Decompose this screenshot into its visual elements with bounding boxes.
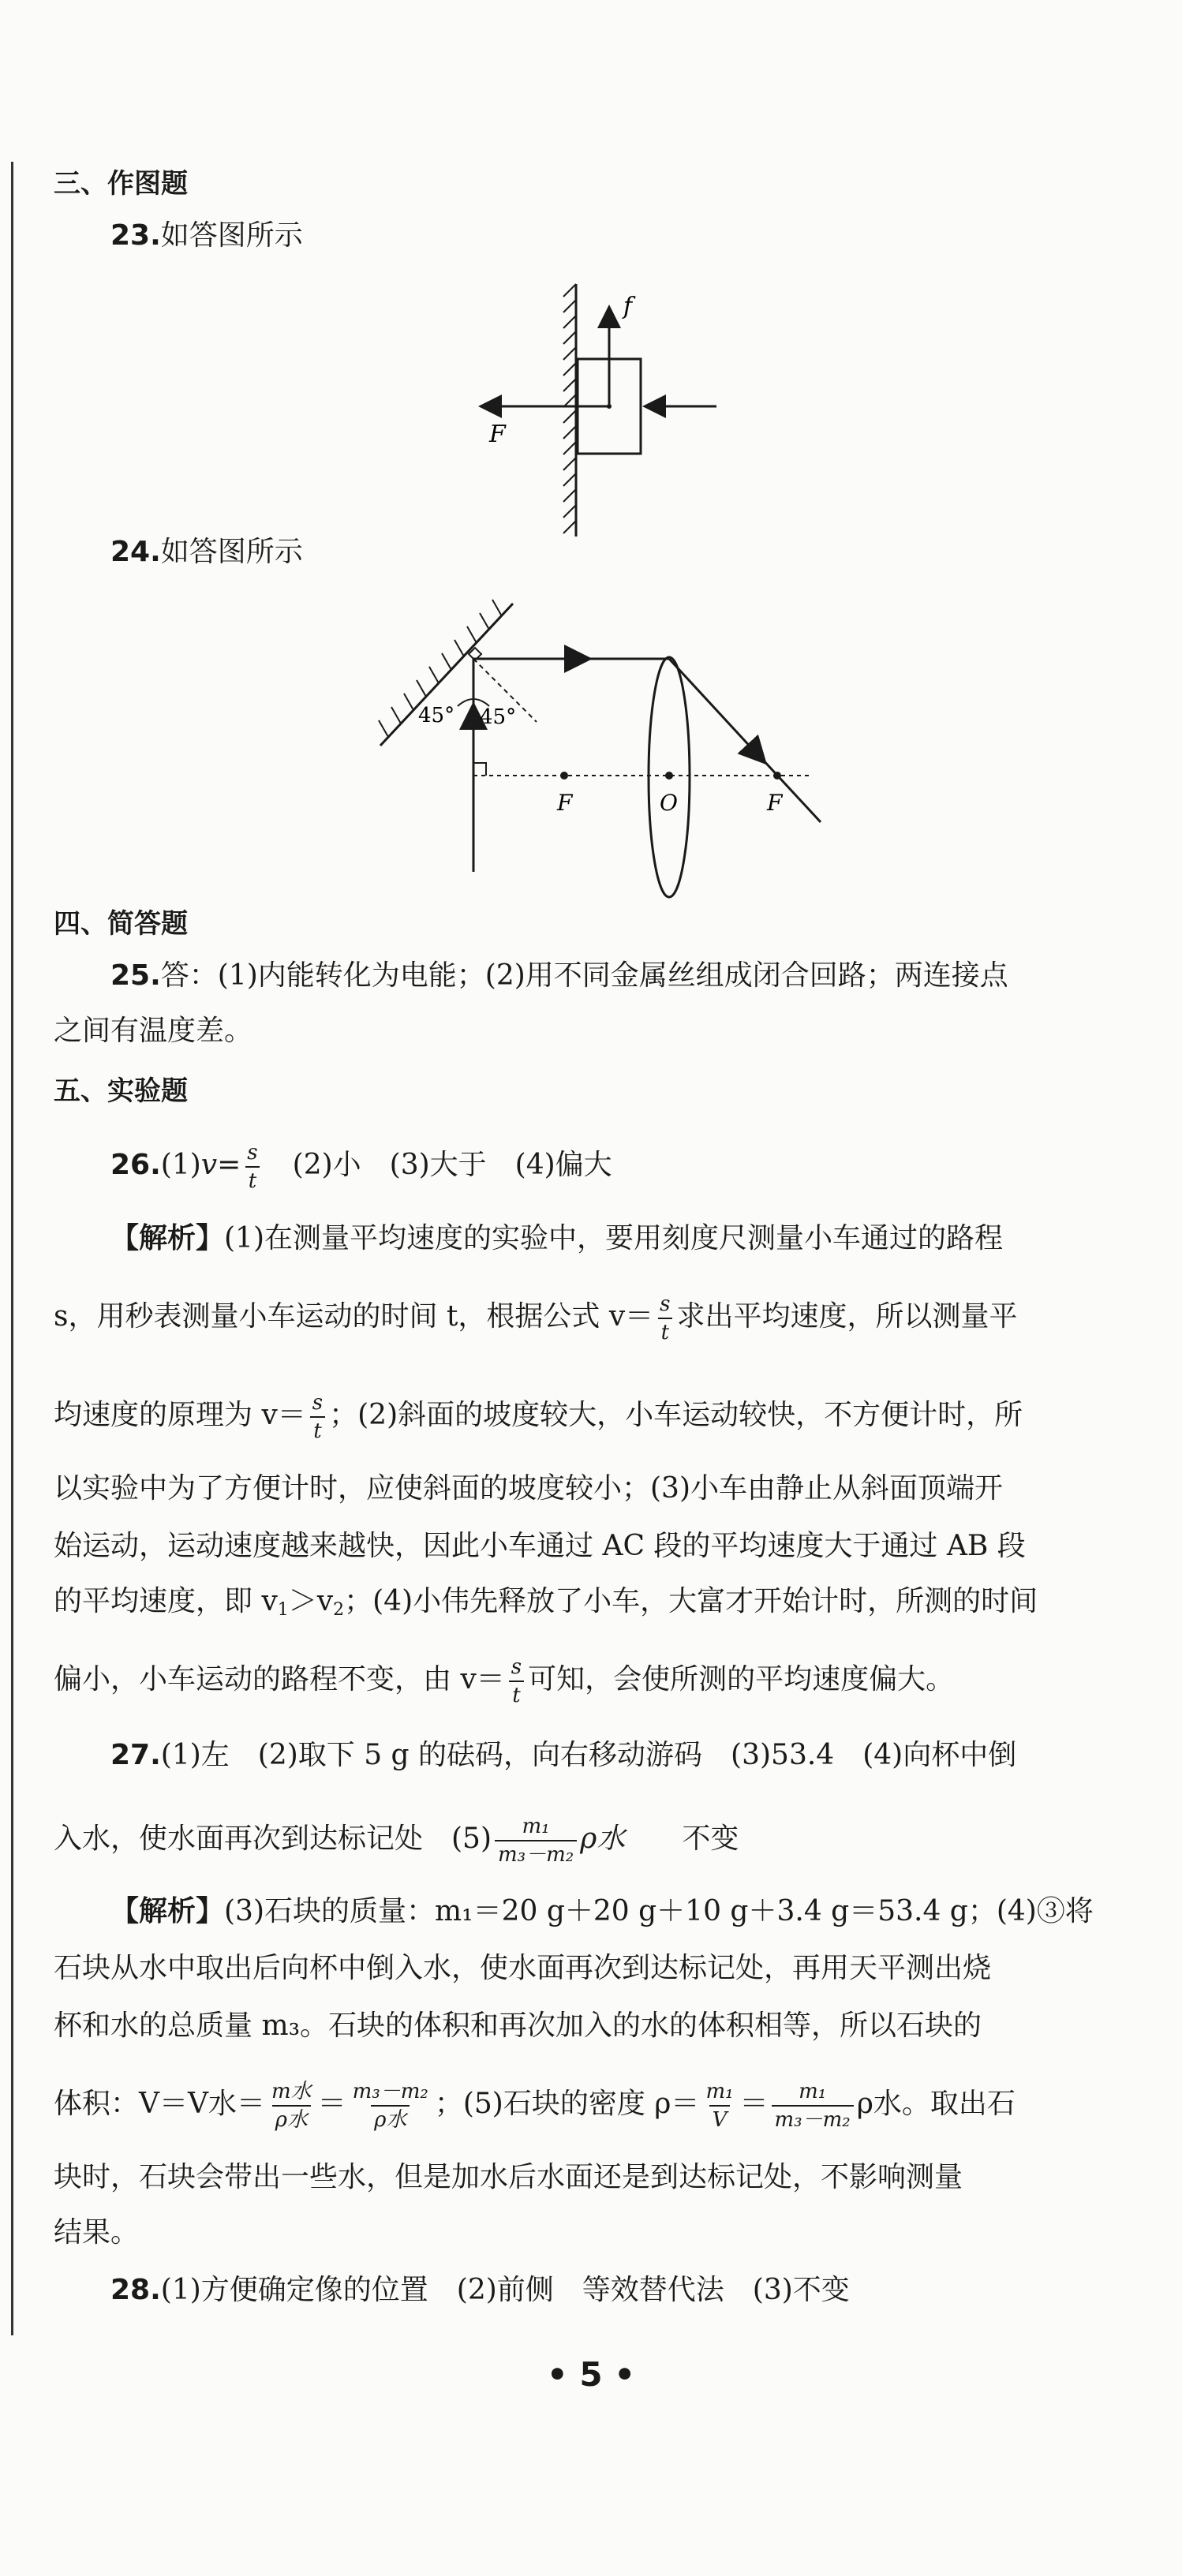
refracted-ray-arrow: [669, 659, 764, 761]
q27-fraction-2: [350, 2081, 432, 2130]
q27-fraction-1-num: m水: [271, 2080, 312, 2103]
q28-number: 28.: [110, 2274, 161, 2306]
q23-text: 如答图所示: [160, 219, 303, 252]
q27-fraction-2-num: m₃－m₂: [352, 2080, 428, 2103]
q27-expl-4a: 体积：V＝V水＝: [54, 2088, 265, 2120]
q27-fraction-num: m₁: [522, 1815, 550, 1838]
q23-force-diagram: [466, 276, 726, 544]
q27-expl-6: 结果。: [54, 2216, 140, 2249]
q24-text: 如答图所示: [160, 536, 303, 568]
q27-expl-2: 石块从水中取出后向杯中倒入水，使水面再次到达标记处，再用天平测出烧: [54, 1952, 992, 1984]
q27-expl-4: [54, 2081, 1127, 2130]
q26-fraction-num: s: [247, 1141, 258, 1165]
q26-fraction-2-num: s: [660, 1292, 671, 1316]
q26-fraction-4-den: t: [509, 1681, 523, 1706]
q26-part1: (1): [160, 1149, 201, 1181]
q26-expl-7a: 偏小，小车运动的路程不变，由 v＝: [54, 1663, 505, 1696]
q25-text-1: 答：(1)内能转化为电能；(2)用不同金属丝组成闭合回路；两连接点: [160, 959, 1008, 992]
q28-text: (1)方便确定像的位置 (2)前侧 等效替代法 (3)不变: [160, 2274, 850, 2306]
q27-fraction-4: [772, 2081, 854, 2130]
label-F-right: F: [767, 790, 783, 816]
label-F-left: F: [557, 790, 573, 816]
q26-fraction-3-den: t: [310, 1416, 324, 1441]
q23-line: [110, 216, 1182, 256]
q27-fraction: [495, 1816, 577, 1865]
q27-text-2a: 入水，使水面再次到达标记处 (5): [54, 1823, 492, 1855]
q26-fraction-3-num: s: [312, 1391, 324, 1415]
q26-expl-6a: 的平均速度，即 v: [54, 1585, 278, 1617]
label-O: O: [660, 790, 678, 816]
section-heading-4: 四、简答题: [54, 908, 188, 940]
q27-fraction-den: m₃－m₂: [495, 1840, 577, 1865]
q26-expl-6b: ；(4)小伟先释放了小车，大富才开始计时，所测的时间: [344, 1585, 1038, 1617]
focus-left-point: [560, 772, 568, 780]
q27-text-1: (1)左 (2)取下 5 g 的砝码，向右移动游码 (3)53.4 (4)向杯中倒: [160, 1739, 1017, 1771]
q26-rest: (2)小 (3)大于 (4)偏大: [292, 1149, 612, 1181]
q27-expl-text-1: (3)石块的质量：m₁＝20 g＋20 g＋10 g＋3.4 g＝53.4 g；(4)③将: [224, 1895, 1094, 1927]
q27-expl-tag: 【解析】: [110, 1895, 225, 1927]
section-heading-5: 五、实验题: [54, 1075, 188, 1107]
section-heading-3: 三、作图题: [54, 168, 188, 200]
q24-line: [110, 533, 1182, 572]
q27-expl-3: 杯和水的总质量 m₃。石块的体积和再次加入的水的体积相等，所以石块的: [54, 2010, 982, 2042]
q27-expl-5: 块时，石块会带出一些水，但是加水后水面还是到达标记处，不影响测量: [54, 2161, 963, 2193]
q26-sub2: 2: [333, 1600, 345, 1620]
label-F: F: [489, 421, 506, 448]
q26-expl-7b: 可知，会使所测的平均速度偏大。: [528, 1663, 955, 1696]
q27-fraction-4-num: m₁: [799, 2080, 827, 2103]
q26-expl-3: [54, 1393, 1127, 1441]
q26-fraction-2: [656, 1294, 673, 1343]
optical-center-point: [665, 772, 673, 780]
q26-eq: =: [217, 1149, 241, 1181]
q26-expl-2: [54, 1294, 1127, 1343]
q26-answer: [110, 1142, 1182, 1191]
q28-answer: [110, 2271, 1182, 2310]
q27-rho: ρ水: [580, 1823, 626, 1855]
wall-hatching: [563, 284, 576, 533]
page-margin-line: [11, 162, 13, 2335]
q26-fraction-4-num: s: [511, 1655, 522, 1679]
axis-right-angle: [473, 763, 486, 776]
q25-line-1: [110, 956, 1182, 996]
label-f: f: [623, 293, 633, 320]
q26-gt: ＞v: [288, 1585, 334, 1617]
q27-number: 27.: [110, 1739, 161, 1771]
q26-fraction: [244, 1142, 260, 1191]
q27-text-2b: 不变: [682, 1823, 739, 1855]
q27-answer-2: [54, 1816, 1127, 1865]
q24-optics-diagram: [371, 588, 836, 919]
q26-expl-3a: 均速度的原理为 v＝: [54, 1399, 306, 1431]
q26-expl-text-1: (1)在测量平均速度的实验中，要用刻度尺测量小车通过的路程: [224, 1222, 1004, 1254]
q24-number: 24.: [110, 536, 161, 568]
q25-number: 25.: [110, 959, 161, 992]
angle-label-2: 45°: [480, 705, 517, 729]
q26-expl-2a: s，用秒表测量小车运动的时间 t，根据公式 v＝: [54, 1300, 654, 1333]
q27-eq-1: ＝: [317, 2088, 346, 2120]
q26-expl-2b: 求出平均速度，所以测量平: [676, 1300, 1018, 1333]
angle-label-1: 45°: [418, 704, 455, 727]
q26-fraction-den: t: [245, 1166, 260, 1191]
q26-v: v: [200, 1149, 218, 1181]
q25-line-2: 之间有温度差。: [54, 1015, 253, 1047]
q26-fraction-4: [508, 1657, 525, 1706]
q26-sub1: 1: [277, 1600, 289, 1620]
q27-fraction-1-den: ρ水: [272, 2105, 311, 2130]
q26-expl-tag: 【解析】: [110, 1222, 225, 1254]
q26-number: 26.: [110, 1149, 161, 1181]
q27-fraction-2-den: ρ水: [371, 2105, 410, 2130]
q27-fraction-3-num: m₁: [705, 2080, 734, 2103]
q27-fraction-3-den: V: [709, 2105, 731, 2130]
q26-expl-3b: ；(2)斜面的坡度较大，小车运动较快，不方便计时，所: [329, 1399, 1023, 1431]
q26-fraction-2-den: t: [658, 1318, 672, 1343]
q27-fraction-1: [268, 2081, 315, 2130]
q26-expl-6: [54, 1582, 1127, 1630]
q27-eq-2: ＝: [739, 2088, 769, 2120]
q23-number: 23.: [110, 219, 161, 252]
q27-expl-1: [110, 1892, 1182, 1931]
q26-expl-7: [54, 1657, 1127, 1706]
q26-expl-4: 以实验中为了方便计时，应使斜面的坡度较小；(3)小车由静止从斜面顶端开: [54, 1472, 1003, 1505]
q27-expl-4b: ；(5)石块的密度 ρ＝: [434, 2088, 700, 2120]
q26-fraction-3: [309, 1393, 326, 1441]
q27-fraction-3: [702, 2081, 736, 2130]
q27-expl-4c: ρ水。取出石: [856, 2088, 1016, 2120]
q26-expl-1: [110, 1219, 1182, 1258]
q26-expl-5: 始运动，运动速度越来越快，因此小车通过 AC 段的平均速度大于通过 AB 段: [54, 1530, 1026, 1562]
q27-fraction-4-den: m₃－m₂: [772, 2105, 854, 2130]
page-number: • 5 •: [546, 2355, 636, 2394]
q27-answer-1: [110, 1736, 1182, 1775]
